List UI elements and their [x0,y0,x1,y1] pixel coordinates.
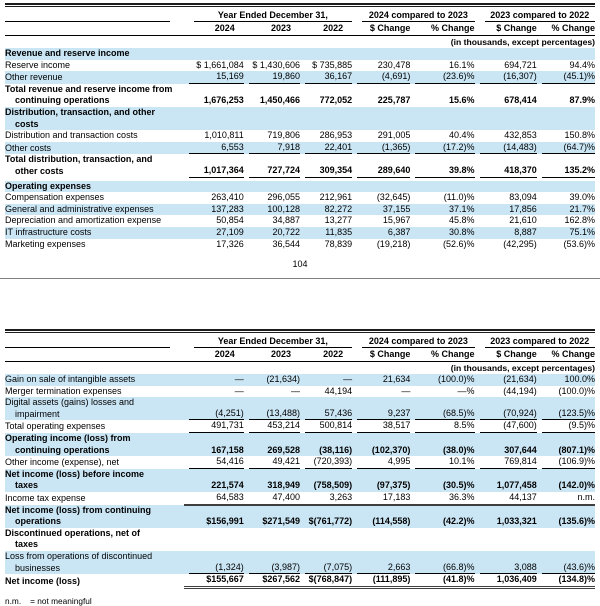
cell-value: (30.5)% [410,469,474,492]
group-header-year-ended [184,9,353,22]
row-label: IT infrastructure costs [5,227,184,239]
cell-value: (97,375) [352,469,410,492]
cell-value: (38.0)% [410,433,474,456]
cell-value: (21,634) [475,374,537,386]
cell-value: 36,167 [300,71,352,84]
row-label: Net income (loss) from continuing operations [5,505,184,528]
cell-value: 9,237 [352,397,410,420]
cell-value [352,179,410,192]
cell-value: (135.6)% [537,505,595,528]
cell-value: 50,854 [216,215,244,226]
stub-cell [5,348,184,361]
cell-value: 769,814 [475,456,537,469]
cell-value [537,179,595,192]
footnote-definition: = not meaningful [30,595,92,606]
cell-value: 87.9% [569,95,595,106]
cell-value: (19,218) [376,238,411,249]
cell-value: 8,887 [475,227,537,239]
table-row [5,374,595,386]
cell-value: 30.8% [410,227,474,239]
cell-value: 263,410 [211,192,244,203]
row-label: Total operating expenses [5,421,106,432]
table-row [5,227,595,239]
cell-value [475,528,537,551]
cell-value [184,528,244,551]
table-row [5,551,595,574]
cell-value: 7,918 [244,142,300,155]
cell-value: (11.0)% [443,192,475,203]
change-column-header: % Change [537,348,595,361]
cell-value [475,179,537,192]
year-column-header: 2023 [244,22,300,35]
row-label: Income tax expense [5,493,86,504]
change-column-header: $ Change [352,22,410,35]
cell-value [537,528,595,551]
cell-value: n.m. [537,492,595,505]
cell-value: 45.8% [449,215,475,226]
table-row [5,215,595,227]
table-row [5,130,595,142]
cell-value: 453,214 [244,420,300,433]
cell-value [475,48,537,60]
row-label: Loss from operations of discontinued businesses [5,551,184,574]
cell-value [300,528,352,551]
table-row [5,386,595,398]
cell-value: 212,961 [319,192,353,203]
row-label: General and administrative expenses [5,204,184,216]
cell-value [410,528,474,551]
cell-value: 78,839 [324,238,353,249]
cell-value: (64.7)% [537,142,595,155]
cell-value: 221,574 [184,469,244,492]
cell-value: 16.1% [449,59,475,70]
table-row [5,84,595,107]
group-header-label: 2024 compared to 2023 [362,9,474,22]
cell-value: 37,155 [352,204,410,216]
cell-value: 719,806 [267,130,300,141]
cell-value: (13,488) [244,397,300,420]
cell-value: (21,634) [244,374,300,386]
cell-value: (114,558) [352,505,410,528]
cell-value: 150.8% [564,130,595,141]
cell-value: 36,544 [272,238,300,249]
cell-value: 15,967 [382,215,411,226]
cell-value [184,179,244,192]
cell-value: 432,853 [504,130,537,141]
units-note: (in thousands, except percentages) [450,362,595,373]
cell-value: 82,272 [300,204,352,216]
row-label: Digital assets (gains) losses and impairment [5,397,184,420]
cell-value: $(768,847) [300,574,352,587]
cell-value: (807.1)% [537,433,595,456]
cell-value: 1,676,253 [203,95,244,106]
cell-value: 1,450,466 [259,95,300,106]
cell-value: 21,634 [352,374,410,386]
cell-value: 15,169 [184,71,244,84]
cell-value: — [184,374,244,386]
cell-value: (720,393) [300,456,352,469]
cell-value [352,107,410,130]
cell-value [352,48,410,60]
cell-value: (16,307) [475,71,537,84]
cell-value: $267,562 [244,574,300,587]
footnote-abbr: n.m. [5,595,22,606]
row-label: Other costs [5,142,184,155]
cell-value: 11,835 [300,227,352,239]
cell-value: (106.9)% [537,456,595,469]
table-row [5,433,595,456]
table-row [5,192,595,204]
stub-underline [5,9,184,22]
cell-value: 36.3% [410,492,474,505]
cell-value [244,179,300,192]
cell-value: 269,528 [244,433,300,456]
year-column-header: 2023 [244,348,300,361]
cell-value: (1,324) [184,551,244,574]
row-label: Operating income (loss) from continuing operations [5,433,184,456]
row-label: Revenue and reserve income [5,48,184,60]
table-row [5,456,595,469]
cell-value: (100.0)% [410,374,474,386]
cell-value: 286,953 [319,130,353,141]
cell-value: (43.6)% [537,551,595,574]
cell-value: (42,295) [503,238,537,249]
cell-value: $ 1,661,084 [196,59,244,70]
change-column-header: % Change [537,22,595,35]
cell-value: 162.8% [564,215,595,226]
row-label: Compensation expenses [5,192,105,203]
cell-value: — [290,385,300,396]
section-header-row [5,107,595,130]
cell-value: (7,075) [300,551,352,574]
cell-value: 307,644 [475,433,537,456]
cell-value: 1,017,364 [184,154,244,179]
row-label: Net income (loss) before income taxes [5,469,184,492]
row-label: Reserve income [5,59,71,70]
inter-page-gap [5,279,595,329]
column-header-row [5,22,595,35]
cell-value: 678,414 [504,95,537,106]
section-header-row [5,179,595,192]
cell-value: (102,370) [352,433,410,456]
cell-value: 3,263 [300,492,352,505]
row-label: Marketing expenses [5,238,86,249]
cell-value: 727,724 [244,154,300,179]
cell-value: — [300,374,352,386]
cell-value: (52.6)% [443,238,475,249]
cell-value: $155,667 [184,574,244,587]
row-label: Operating expenses [5,179,184,192]
cell-value: $(761,772) [300,505,352,528]
cell-value: — [401,385,411,396]
cell-value: 1,010,811 [204,130,244,141]
cell-value [184,48,244,60]
group-header-label: 2023 compared to 2022 [485,9,595,22]
cell-value: 2,663 [352,551,410,574]
cell-value: 47,400 [244,492,300,505]
row-label: Merger termination expenses [5,385,122,396]
table-row [5,492,595,505]
cell-value: 17,856 [475,204,537,216]
page-number: 104 [292,259,308,270]
section-header-row [5,48,595,60]
cell-value: (4,691) [352,71,410,84]
cell-value: 75.1% [537,227,595,239]
cell-value: 4,995 [352,456,410,469]
cell-value: 167,158 [184,433,244,456]
row-label: Net income (loss) [5,575,81,586]
cell-value: 418,370 [475,154,537,179]
cell-value: $271,549 [244,505,300,528]
change-column-header: % Change [410,348,474,361]
cell-value: (42.2)% [410,505,474,528]
cell-value [244,48,300,60]
cell-value: 135.2% [537,154,595,179]
cell-value: 15.6% [449,95,475,106]
cell-value: (100.0)% [558,385,595,396]
cell-value: 291,005 [377,130,411,141]
group-header-compare-2024-2023 [352,9,474,22]
cell-value: —% [457,385,475,396]
cell-value: 694,721 [504,59,537,70]
cell-value: 1,033,321 [475,505,537,528]
cell-value: $ 735,885 [312,59,353,70]
table-row [5,420,595,433]
header-group-row [5,9,595,22]
income-statement-table-page-1 [5,9,595,250]
cell-value: 17,183 [352,492,410,505]
cell-value [244,107,300,130]
table-row [5,239,595,251]
cell-value: 38,517 [352,420,410,433]
table-row [5,469,595,492]
cell-value: 13,277 [324,215,353,226]
change-column-header: $ Change [475,348,537,361]
stub-underline [5,335,184,348]
cell-value: 17,326 [216,238,244,249]
column-header-row [5,348,595,361]
section-header-row [5,528,595,551]
cell-value [410,48,474,60]
cell-value: 34,887 [272,215,300,226]
cell-value [352,528,410,551]
cell-value: $156,991 [184,505,244,528]
cell-value [300,179,352,192]
cell-value: 44,194 [324,385,353,396]
cell-value: 100,128 [244,204,300,216]
cell-value: 83,094 [509,192,537,203]
table-row [5,142,595,155]
row-label: Total revenue and reserve income from continuing operations [5,83,173,106]
cell-value: 289,640 [352,154,410,179]
cell-value: (9.5)% [537,420,595,433]
cell-value: 6,553 [184,142,244,155]
cell-value: 491,731 [184,420,244,433]
cell-value: (23.6)% [410,71,474,84]
cell-value: 100.0% [537,374,595,386]
cell-value: (4,251) [184,397,244,420]
group-header-label: Year Ended December 31, [194,335,353,348]
cell-value: 296,055 [267,192,300,203]
cell-value: (41.8)% [410,574,474,587]
cell-value: 8.5% [410,420,474,433]
table-row [5,154,595,179]
income-statement-table-page-2 [5,335,595,589]
cell-value: (758,509) [300,469,352,492]
cell-value: 27,109 [184,227,244,239]
units-note-row [5,361,595,374]
cell-value: — [234,385,244,396]
table-top-rule [5,329,595,333]
cell-value: 57,436 [300,397,352,420]
cell-value: 3,088 [475,551,537,574]
table-top-rule [5,3,595,7]
cell-value: 64,583 [184,492,244,505]
cell-value: 54,416 [184,456,244,469]
table-row [5,60,595,72]
cell-value: (14,483) [475,142,537,155]
stub-cell [5,22,184,35]
cell-value: (32,645) [376,192,411,203]
cell-value: 21.7% [537,204,595,216]
cell-value: (45.1)% [537,71,595,84]
cell-value: (1,365) [352,142,410,155]
row-label: Depreciation and amortization expense [5,215,162,226]
units-note: (in thousands, except percentages) [450,36,595,47]
cell-value [537,107,595,130]
cell-value: 39.8% [410,154,474,179]
cell-value: (68.5)% [410,397,474,420]
cell-value [300,48,352,60]
cell-value: 22,401 [300,142,352,155]
table-row [5,397,595,420]
cell-value [537,48,595,60]
cell-value [184,107,244,130]
change-column-header: $ Change [475,22,537,35]
year-column-header: 2022 [300,348,352,361]
row-label: Discontinued operations, net of taxes [5,527,141,550]
cell-value: 19,860 [244,71,300,84]
cell-value: 225,787 [377,95,411,106]
row-label: Distribution and transaction costs [5,130,138,141]
cell-value: 10.1% [410,456,474,469]
cell-value [244,528,300,551]
table-row [5,71,595,84]
cell-value: (134.8)% [537,574,595,587]
cell-value: 137,283 [184,204,244,216]
cell-value: 309,354 [300,154,352,179]
row-label: Distribution, transaction, and other costs [5,107,184,130]
row-label: Gain on sale of intangible assets [5,374,184,386]
group-header-compare-2023-2022 [475,335,595,348]
cell-value: (142.0)% [537,469,595,492]
cell-value: (70,924) [475,397,537,420]
cell-value: (17.2)% [410,142,474,155]
row-label: Total distribution, transaction, and other costs [5,154,153,176]
header-group-row [5,335,595,348]
cell-value: (47,600) [475,420,537,433]
cell-value: 21,610 [509,215,537,226]
cell-value: 318,949 [244,469,300,492]
cell-value: 49,421 [244,456,300,469]
cell-value: 20,722 [244,227,300,239]
cell-value: 40.4% [449,130,475,141]
cell-value: 94.4% [569,59,595,70]
cell-value: (66.8)% [410,551,474,574]
cell-value: (38,116) [300,433,352,456]
cell-value: (53.6)% [563,238,595,249]
group-header-label: 2023 compared to 2022 [485,335,595,348]
group-header-year-ended [184,335,353,348]
group-header-compare-2024-2023 [352,335,474,348]
cell-value: (3,987) [244,551,300,574]
group-header-label: 2024 compared to 2023 [362,335,474,348]
cell-value: 500,814 [300,420,352,433]
table-row [5,574,595,587]
change-column-header: % Change [410,22,474,35]
cell-value: 1,036,409 [475,574,537,587]
cell-value [300,107,352,130]
group-header-label: Year Ended December 31, [194,9,353,22]
cell-value: (111,895) [352,574,410,587]
table-row [5,204,595,216]
year-column-header: 2022 [300,22,352,35]
year-column-header: 2024 [184,348,244,361]
cell-value: 44,137 [475,492,537,505]
cell-value: 772,052 [319,95,353,106]
cell-value: 230,478 [377,59,411,70]
cell-value: $ 1,430,606 [252,59,300,70]
group-header-compare-2023-2022 [475,9,595,22]
row-label: Other income (expense), net [5,457,120,468]
cell-value: (44,194) [503,385,537,396]
units-note-row [5,35,595,48]
cell-value [475,107,537,130]
table-row [5,505,595,528]
cell-value: 39.0% [569,192,595,203]
cell-value: 6,387 [352,227,410,239]
row-label: Other revenue [5,71,184,84]
footnote [5,596,595,606]
cell-value: (123.5)% [537,397,595,420]
cell-value: 37.1% [410,204,474,216]
change-column-header: $ Change [352,348,410,361]
cell-value [410,107,474,130]
cell-value [410,179,474,192]
year-column-header: 2024 [184,22,244,35]
cell-value: 1,077,458 [475,469,537,492]
